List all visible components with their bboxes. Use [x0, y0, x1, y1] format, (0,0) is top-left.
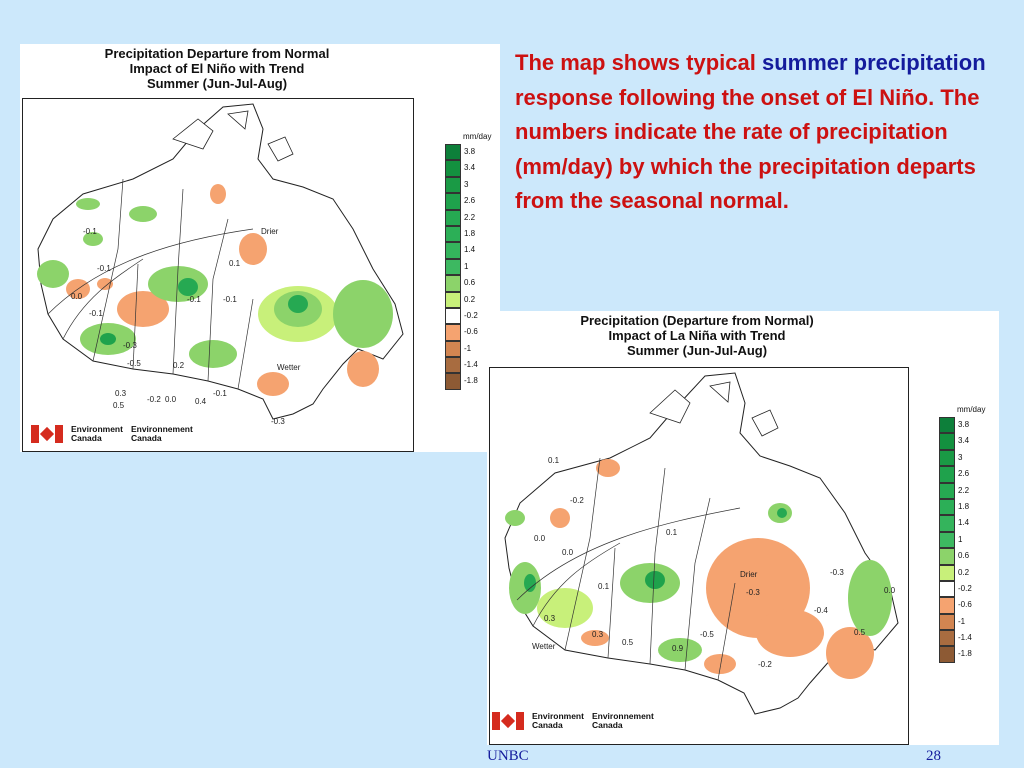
legend-tick-label: 3.8: [958, 420, 970, 429]
legend-tick-label: 0.6: [958, 551, 970, 561]
legend-tick-label: 1.8: [464, 228, 476, 238]
la-nina-label-wetter: Wetter: [532, 642, 556, 651]
legend-tick-label: -1.4: [958, 633, 972, 643]
legend-ticks: [464, 144, 478, 390]
legend-swatch: [445, 373, 461, 389]
map-value-label: 0.1: [548, 456, 560, 465]
description-part2: response following the onset of El Niño. The numbers indicate the rate of precipitation (mm/day) by which the precipitation departs from the seasonal normal.: [515, 84, 980, 213]
slide-number: 28: [926, 748, 941, 764]
legend-tick-label: 1.4: [464, 245, 476, 255]
el-nino-title-line3: Summer (Jun-Jul-Aug): [146, 76, 288, 91]
la-nina-map-panel: [487, 311, 999, 745]
legend-swatch: [939, 565, 955, 581]
legend-colorbar: [939, 417, 955, 663]
legend-tick-label: 0.2: [464, 294, 476, 304]
map-value-label: 0.5: [854, 628, 866, 637]
legend-tick-label: -0.6: [464, 327, 478, 337]
map-value-label: 0.5: [113, 401, 125, 410]
la-nina-title-line3: Summer (Jun-Jul-Aug): [626, 343, 768, 358]
map-value-label: -0.3: [271, 417, 285, 426]
la-nina-label-drier: Drier: [740, 570, 758, 579]
legend-swatch: [939, 614, 955, 630]
legend-ticks: [958, 417, 972, 663]
map-value-label: 0.0: [71, 292, 83, 301]
legend-swatch: [939, 450, 955, 466]
legend-unit: mm/day: [957, 405, 986, 414]
legend-tick-label: 3.8: [464, 147, 476, 156]
legend-tick-label: 2.6: [958, 469, 970, 479]
agency-logo: [31, 425, 193, 443]
map-value-label: -0.1: [97, 264, 111, 273]
legend-swatch: [445, 210, 461, 226]
map-value-label: -0.2: [570, 496, 584, 505]
map-value-label: 0.1: [598, 582, 610, 591]
legend-swatch: [939, 597, 955, 613]
legend-tick-label: -0.2: [464, 310, 478, 320]
canada-flag-icon: [31, 425, 63, 443]
map-value-label: -0.1: [223, 295, 237, 304]
map-value-label: 0.1: [666, 528, 678, 537]
footer-left-label: UNBC: [487, 748, 529, 764]
legend-swatch: [445, 160, 461, 176]
legend-swatch: [445, 275, 461, 291]
legend-tick-label: -1: [464, 343, 472, 353]
el-nino-title-line2: Impact of El Niño with Trend: [129, 61, 305, 76]
map-value-label: -0.3: [123, 341, 137, 350]
legend-swatch: [939, 417, 955, 433]
legend-tick-label: 3: [464, 179, 469, 189]
map-value-label: -0.3: [746, 588, 760, 597]
legend-swatch: [939, 646, 955, 662]
legend-colorbar: [445, 144, 461, 390]
legend-swatch: [939, 532, 955, 548]
legend-tick-label: 1.8: [958, 501, 970, 511]
legend-tick-label: 2.2: [464, 212, 476, 222]
agency-english: Environment Canada: [71, 424, 123, 443]
la-nina-title-line1: Precipitation (Departure from Normal): [580, 313, 814, 328]
legend-swatch: [445, 144, 461, 160]
agency-french: Environnement Canada: [591, 711, 654, 730]
map-value-label: -0.2: [758, 660, 772, 669]
map-value-label: 0.0: [165, 395, 177, 404]
legend-tick-label: 0.2: [958, 567, 970, 577]
map-value-label: -0.1: [83, 227, 97, 236]
map-value-label: -0.5: [700, 630, 714, 639]
canada-flag-icon: [492, 712, 524, 730]
map-value-label: 0.5: [622, 638, 634, 647]
el-nino-label-wetter: Wetter: [277, 363, 301, 372]
legend-tick-label: 1: [464, 261, 469, 271]
la-nina-title-line2: Impact of La Niña with Trend: [608, 328, 786, 343]
legend-swatch: [445, 242, 461, 258]
description-part1: The map shows typical: [515, 50, 762, 75]
map-value-label: -0.4: [814, 606, 828, 615]
legend-swatch: [445, 308, 461, 324]
legend-tick-label: -1.8: [958, 649, 972, 659]
legend-swatch: [939, 433, 955, 449]
map-value-label: 0.4: [195, 397, 207, 406]
map-value-label: 0.1: [229, 259, 241, 268]
legend-tick-label: -0.6: [958, 600, 972, 610]
map-value-label: -0.3: [830, 568, 844, 577]
legend-swatch: [445, 259, 461, 275]
el-nino-title-line1: Precipitation Departure from Normal: [104, 46, 330, 61]
legend-tick-label: 3: [958, 452, 963, 462]
legend-unit: mm/day: [463, 132, 492, 141]
el-nino-map-frame: [22, 98, 414, 452]
description-highlight: summer precipitation: [761, 50, 986, 75]
legend-tick-label: 3.4: [464, 163, 476, 173]
legend-tick-label: 3.4: [958, 436, 970, 446]
legend-swatch: [445, 324, 461, 340]
map-value-label: -0.1: [187, 295, 201, 304]
map-value-label: 0.0: [562, 548, 574, 557]
map-value-label: -0.5: [127, 359, 141, 368]
legend-swatch: [445, 193, 461, 209]
agency-english: Environment Canada: [532, 711, 584, 730]
legend-swatch: [939, 548, 955, 564]
legend-tick-label: 2.2: [958, 485, 970, 495]
legend-tick-label: -1: [958, 616, 966, 626]
map-value-label: 0.3: [115, 389, 127, 398]
legend-swatch: [939, 630, 955, 646]
agency-logo: [492, 712, 654, 730]
map-value-label: 0.3: [544, 614, 556, 623]
legend-swatch: [445, 341, 461, 357]
el-nino-map-panel: [20, 44, 500, 452]
legend-swatch: [939, 499, 955, 515]
legend-swatch: [445, 292, 461, 308]
el-nino-canada-map: [23, 99, 413, 451]
legend-swatch: [939, 515, 955, 531]
legend-swatch: [445, 226, 461, 242]
legend-swatch: [939, 483, 955, 499]
map-value-label: 0.0: [534, 534, 546, 543]
la-nina-map-frame: [489, 367, 909, 745]
map-value-label: -0.1: [89, 309, 103, 318]
legend-tick-label: 1: [958, 534, 963, 544]
la-nina-map-title: [487, 313, 907, 358]
legend-swatch: [445, 357, 461, 373]
map-value-label: 0.0: [884, 586, 896, 595]
description-text: [515, 46, 995, 219]
map-value-label: 0.2: [173, 361, 185, 370]
map-value-label: 0.9: [672, 644, 684, 653]
legend-swatch: [939, 581, 955, 597]
map-value-label: 0.3: [592, 630, 604, 639]
legend-tick-label: -1.8: [464, 376, 478, 386]
legend-tick-label: 1.4: [958, 518, 970, 528]
la-nina-canada-map: [490, 368, 908, 744]
el-nino-label-drier: Drier: [261, 227, 279, 236]
map-value-label: -0.1: [213, 389, 227, 398]
legend-tick-label: -1.4: [464, 360, 478, 370]
agency-french: Environnement Canada: [130, 424, 193, 443]
legend-tick-label: 0.6: [464, 278, 476, 288]
legend-tick-label: -0.2: [958, 583, 972, 593]
legend-swatch: [939, 466, 955, 482]
map-value-label: -0.2: [147, 395, 161, 404]
el-nino-map-title: [20, 46, 414, 91]
legend-swatch: [445, 177, 461, 193]
legend-tick-label: 2.6: [464, 196, 476, 206]
